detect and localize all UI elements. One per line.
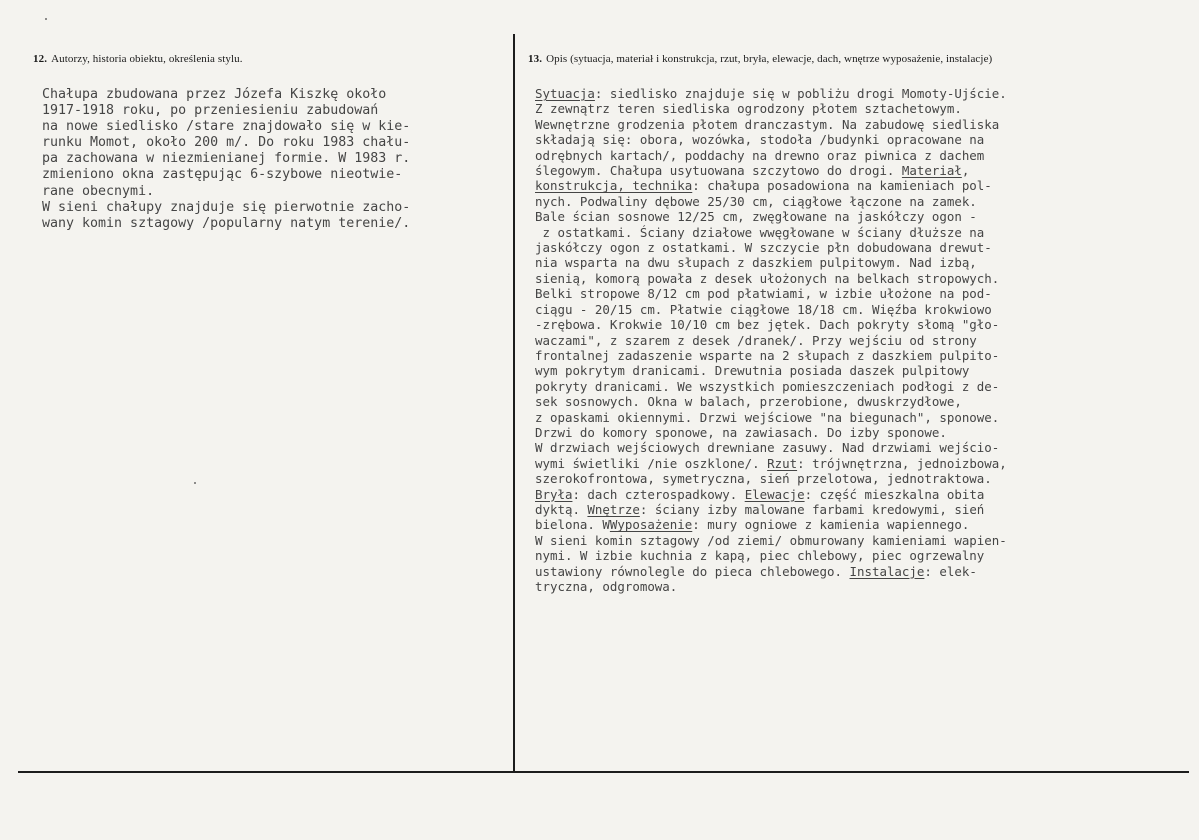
section-13-header [528, 53, 992, 65]
typed-line [535, 502, 1007, 517]
typed-text: : elek- [924, 563, 977, 579]
paper-speck [45, 18, 47, 20]
section-keyword: Wnętrze [587, 501, 640, 517]
section-13-number: 13. [528, 53, 543, 65]
typed-line [535, 379, 1007, 394]
typed-text: bielona. W [535, 517, 610, 533]
typed-line [535, 209, 1007, 224]
typed-text: nymi. W izbie kuchnia z kapą, piec chlebowy, piec ogrzewalny [535, 548, 985, 564]
typed-text: Wewnętrzne grodzenia płotem dranczastym. Na zabudowę siedliska [535, 116, 1000, 132]
typed-text: nych. Podwaliny dębowe 25/30 cm, ciągłowe łączone na zamek. [535, 193, 977, 209]
typed-text: : chałupa posadowiona na kamieniach pol- [692, 178, 992, 194]
typed-line [535, 240, 1007, 255]
typed-line [535, 410, 1007, 425]
typed-line [535, 517, 1007, 532]
typed-text: jaskółczy ogon z ostatkami. W szczycie płn dobudowana drewut- [535, 240, 992, 256]
typed-text: W drzwiach wejściowych drewniane zasuwy. Nad drzwiami wejścio- [535, 440, 1000, 456]
typed-line [535, 333, 1007, 348]
typed-text: z ostatkami. Ściany działowe wwęgłowane w ściany dłuższe na [535, 224, 985, 240]
typed-line: wany komin sztagowy /popularny natym terenie/. [42, 215, 411, 231]
typed-line [535, 117, 1007, 132]
section-keyword: Materiał [901, 163, 962, 179]
typed-text: W sieni komin sztagowy /od ziemi/ obmurowany kamieniami wapien- [535, 532, 1007, 548]
typed-text: pokryty dranicami. We wszystkich pomieszczeniach podłogi z de- [535, 378, 1000, 394]
typed-line [535, 286, 1007, 301]
section-keyword: Elewacje [744, 486, 805, 502]
typed-line [535, 487, 1007, 502]
section-13-body [535, 86, 1007, 594]
typed-text: Bale ścian sosnowe 12/25 cm, zwęgłowane na jaskółczy ogon - [535, 209, 977, 225]
section-keyword: Wyposażenie [609, 517, 693, 533]
typed-text: frontalnej zadaszenie wsparte na 2 słupach z daszkiem pulpito- [535, 347, 1000, 363]
typed-text: Drzwi do komory sponowe, na zawiasach. Do izby sponowe. [535, 424, 947, 440]
typed-text: ślegowym. Chałupa usytuowana szczytowo do drogi. [535, 163, 902, 179]
typed-line: rane obecnymi. [42, 183, 155, 199]
typed-line [535, 425, 1007, 440]
typed-line [535, 101, 1007, 116]
typed-text: : ściany izby malowane farbami kredowymi, sień [639, 501, 985, 517]
typed-line [535, 163, 1007, 178]
typed-line [535, 471, 1007, 486]
bottom-rule [18, 771, 1189, 773]
typed-text: , [961, 163, 970, 179]
typed-line [535, 194, 1007, 209]
typed-line: na nowe siedlisko /stare znajdowało się w kie- [42, 119, 411, 135]
typed-text: ciągu - 20/15 cm. Płatwie ciągłowe 18/18 cm. Więźba krokwiowo [535, 301, 992, 317]
typed-line [535, 271, 1007, 286]
paper-speck [194, 482, 196, 484]
typed-text: z opaskami okiennymi. Drzwi wejściowe "na biegunach", sponowe. [535, 409, 1000, 425]
typed-text: wym pokrytym dranicami. Drewutnia posiada daszek pulpitowy [535, 363, 970, 379]
typed-text: dyktą. [535, 501, 588, 517]
section-12-number: 12. [33, 53, 48, 65]
section-keyword: Sytuacja [535, 86, 595, 101]
typed-text: : siedlisko znajduje się w pobliżu drogi Momoty-Ujście. [594, 86, 1007, 101]
typed-line: Chałupa zbudowana przez Józefa Kiszkę około [42, 87, 387, 102]
typed-text: Belki stropowe 8/12 cm pod płatwiami, w izbie ułożone na pod- [535, 286, 992, 302]
typed-text: składają się: obora, wozówka, stodoła /budynki opracowane na [535, 132, 985, 148]
typed-line [535, 348, 1007, 363]
typed-line [535, 394, 1007, 409]
typed-text: szerokofrontowa, symetryczna, sień przelotowa, jednotraktowa. [535, 471, 992, 487]
typed-text: : dach czterospadkowy. [572, 486, 745, 502]
typed-line: runku Momot, około 200 m/. Do roku 1983 chału- [42, 135, 411, 151]
typed-line [535, 255, 1007, 270]
typed-line: 1917-1918 roku, po przeniesieniu zabudowań [42, 103, 379, 119]
typed-line [535, 86, 1007, 101]
typed-text: waczami", z szarem z desek /dranek/. Przy wejściu od strony [535, 332, 977, 348]
typed-text: : część mieszkalna obita [804, 486, 985, 502]
typed-line [535, 548, 1007, 563]
section-keyword: Rzut [767, 455, 798, 471]
typed-line [535, 178, 1007, 193]
typed-text: sienią, komorą powała z desek ułożonych na belkach stropowych. [535, 270, 1000, 286]
section-keyword: Bryła [535, 486, 573, 502]
section-13-title: Opis (sytuacja, materiał i konstrukcja, rzut, bryła, elewacje, dach, wnętrze wyposażenie, instalacje) [546, 53, 993, 65]
typed-line [535, 148, 1007, 163]
typed-text: odrębnych kartach/, poddachy na drewno oraz piwnica z dachem [535, 147, 985, 163]
typed-text: wymi świetliki /nie oszklone/. [535, 455, 768, 471]
typed-line: W sieni chałupy znajduje się pierwotnie zacho- [42, 199, 411, 215]
section-12-title: Autorzy, historia obiektu, określenia stylu. [51, 53, 243, 65]
typed-text: -zrębowa. Krokwie 10/10 cm bez jętek. Dach pokryty słomą "gło- [535, 317, 1000, 333]
typed-line [535, 132, 1007, 147]
typed-text: sek sosnowych. Okna w balach, przerobione, dwuskrzydłowe, [535, 394, 962, 410]
typed-text: nia wsparta na dwu słupach z daszkiem pulpitowym. Nad izbą, [535, 255, 977, 271]
typed-line [535, 579, 1007, 594]
section-12-body [42, 87, 410, 232]
column-divider [513, 34, 515, 771]
typed-line [535, 317, 1007, 332]
typed-line: pa zachowana w niezmienianej formie. W 1983 r. [42, 151, 411, 167]
typed-line [535, 533, 1007, 548]
typed-line [535, 363, 1007, 378]
typed-text: ustawiony równolegle do pieca chlebowego. [535, 563, 850, 579]
typed-line [535, 456, 1007, 471]
typed-text: tryczna, odgromowa. [535, 579, 678, 594]
typed-line: zmieniono okna zastępując 6-szybowe nieotwie- [42, 167, 403, 183]
section-12-header [33, 53, 243, 65]
typed-line [535, 225, 1007, 240]
typed-text: : mury ogniowe z kamienia wapiennego. [692, 517, 970, 533]
typed-line [535, 564, 1007, 579]
typed-line [535, 440, 1007, 455]
section-keyword: konstrukcja, technika [535, 178, 693, 194]
typed-text: : trójwnętrzna, jednoizbowa, [797, 455, 1007, 471]
typed-text: Z zewnątrz teren siedliska ogrodzony płotem sztachetowym. [535, 101, 962, 117]
typed-line [535, 302, 1007, 317]
section-keyword: Instalacje [849, 563, 925, 579]
